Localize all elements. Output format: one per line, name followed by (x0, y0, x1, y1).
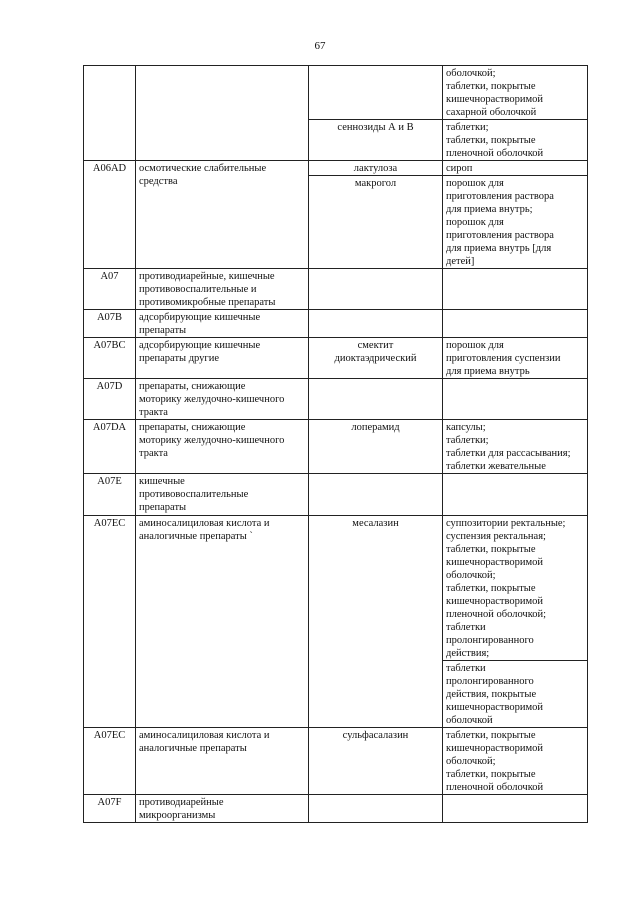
group-name-cell (136, 728, 309, 795)
atc-code-cell: A07E (84, 474, 136, 516)
cell-line: для приема внутрь; (446, 204, 533, 215)
atc-code-cell: A07B (84, 310, 136, 338)
cell-line: таблетки; (446, 435, 489, 446)
table-row (84, 66, 588, 120)
cell-line: действия, покрытые (446, 689, 537, 700)
drug-name-cell (309, 310, 443, 338)
cell-line: таблетки для рассасывания; (446, 448, 571, 459)
cell-line: сеннозиды А и В (337, 122, 414, 133)
cell-line: действия; (446, 648, 490, 659)
cell-line: пленочной оболочкой (446, 148, 544, 159)
atc-code-cell: A07EC (84, 516, 136, 728)
drug-name-cell (309, 176, 443, 269)
cell-line: аналогичные препараты (139, 743, 247, 754)
cell-line: макрогол (354, 178, 397, 189)
cell-line: препараты (139, 325, 187, 336)
drug-name-cell (309, 795, 443, 823)
group-name-cell (136, 338, 309, 379)
atc-code-cell: A07DA (84, 420, 136, 474)
table-row (84, 420, 588, 474)
group-name-cell (136, 474, 309, 516)
dosage-form-cell (443, 161, 588, 176)
dosage-form-cell (443, 269, 588, 310)
drug-name-cell (309, 269, 443, 310)
group-name-cell (136, 161, 309, 269)
cell-line: порошок для (446, 178, 504, 189)
cell-line: препараты (139, 502, 187, 513)
cell-line: аналогичные препараты ` (139, 531, 253, 542)
table-row (84, 338, 588, 379)
cell-line: сироп (446, 163, 473, 174)
cell-line: препараты другие (139, 353, 220, 364)
group-name-cell (136, 269, 309, 310)
cell-line: таблетки, покрытые (446, 135, 536, 146)
dosage-form-cell (443, 66, 588, 120)
cell-line: пленочной оболочкой (446, 782, 544, 793)
dosage-form-cell (443, 176, 588, 269)
cell-line: моторику желудочно-кишечного (139, 394, 285, 405)
group-name-cell (136, 795, 309, 823)
dosage-form-cell (443, 516, 588, 728)
dosage-form-cell (443, 795, 588, 823)
atc-code-cell: A07F (84, 795, 136, 823)
cell-line: суппозитории ректальные; (446, 518, 566, 529)
cell-line: аминосалициловая кислота и (139, 730, 270, 741)
cell-line: для приема внутрь (446, 366, 530, 377)
cell-line: пролонгированного (446, 676, 534, 687)
dosage-form-subcell (443, 660, 587, 727)
table-row (84, 728, 588, 795)
cell-line: моторику желудочно-кишечного (139, 435, 285, 446)
cell-line: таблетки (446, 622, 486, 633)
table-row (84, 474, 588, 516)
drug-name-cell (309, 66, 443, 120)
cell-line: кишечнорастворимой (446, 702, 544, 713)
group-name-cell (136, 66, 309, 161)
drug-name-cell (309, 474, 443, 516)
cell-line: для приема внутрь [для (446, 243, 552, 254)
cell-line: кишечнорастворимой (446, 94, 544, 105)
cell-line: оболочкой; (446, 756, 496, 767)
group-name-cell (136, 420, 309, 474)
cell-line: противодиарейные (139, 797, 224, 808)
cell-line: кишечнорастворимой (446, 596, 544, 607)
cell-line: порошок для (446, 340, 504, 351)
drug-name-cell (309, 516, 443, 728)
cell-line: противовоспалительные и (139, 284, 257, 295)
cell-line: приготовления суспензии (446, 353, 561, 364)
drug-name-cell (309, 728, 443, 795)
page-number: 67 (314, 40, 326, 52)
drug-table (83, 65, 588, 823)
cell-line: оболочкой; (446, 68, 496, 79)
dosage-form-cell (443, 379, 588, 420)
cell-line: лоперамид (351, 422, 400, 433)
cell-line: сахарной оболочкой (446, 107, 537, 118)
drug-name-cell (309, 161, 443, 176)
cell-line: пленочной оболочкой; (446, 609, 547, 620)
table-row (84, 310, 588, 338)
cell-line: таблетки жевательные (446, 461, 546, 472)
table-row (84, 269, 588, 310)
cell-line: таблетки, покрытые (446, 544, 536, 555)
group-name-cell (136, 310, 309, 338)
cell-line: осмотические слабительные (139, 163, 267, 174)
dosage-form-cell (443, 310, 588, 338)
cell-line: порошок для (446, 217, 504, 228)
cell-line: адсорбирующие кишечные (139, 340, 261, 351)
cell-line: кишечнорастворимой (446, 557, 544, 568)
atc-code-cell: A07 (84, 269, 136, 310)
drug-name-cell (309, 379, 443, 420)
cell-line: адсорбирующие кишечные (139, 312, 261, 323)
group-name-cell (136, 516, 309, 728)
group-name-cell (136, 379, 309, 420)
atc-code-cell: A07EC (84, 728, 136, 795)
cell-line: суспензия ректальная; (446, 531, 546, 542)
cell-line: противовоспалительные (139, 489, 249, 500)
drug-name-cell (309, 338, 443, 379)
cell-line: приготовления раствора (446, 230, 554, 241)
cell-line: кишечные (139, 476, 185, 487)
dosage-form-cell (443, 338, 588, 379)
cell-line: аминосалициловая кислота и (139, 518, 270, 529)
cell-line: средства (139, 176, 178, 187)
atc-code-cell: A07BC (84, 338, 136, 379)
cell-line: таблетки, покрытые (446, 81, 536, 92)
cell-line: сульфасалазин (342, 730, 409, 741)
dosage-form-cell (443, 120, 588, 161)
cell-line: диоктаэдрический (334, 353, 417, 364)
cell-line: кишечнорастворимой (446, 743, 544, 754)
cell-line: таблетки; (446, 122, 489, 133)
cell-line: лактулоза (353, 163, 398, 174)
drug-name-cell (309, 420, 443, 474)
cell-line: пролонгированного (446, 635, 534, 646)
cell-line: таблетки, покрытые (446, 769, 536, 780)
cell-line: противодиарейные, кишечные (139, 271, 275, 282)
dosage-form-cell (443, 728, 588, 795)
cell-line: тракта (139, 448, 168, 459)
table-row (84, 516, 588, 728)
cell-line: препараты, снижающие (139, 381, 246, 392)
atc-code-cell: A06AD (84, 161, 136, 269)
cell-line: капсулы; (446, 422, 486, 433)
cell-line: приготовления раствора (446, 191, 554, 202)
atc-code-cell: A07D (84, 379, 136, 420)
cell-line: детей] (446, 256, 475, 267)
cell-line: месалазин (352, 518, 399, 529)
cell-line: тракта (139, 407, 168, 418)
table-row (84, 161, 588, 176)
cell-line: таблетки, покрытые (446, 583, 536, 594)
cell-line: противомикробные препараты (139, 297, 276, 308)
cell-line: смектит (357, 340, 394, 351)
dosage-form-cell (443, 474, 588, 516)
dosage-form-cell (443, 420, 588, 474)
drug-name-cell (309, 120, 443, 161)
cell-line: микроорганизмы (139, 810, 216, 821)
cell-line: оболочкой; (446, 570, 496, 581)
table-row (84, 795, 588, 823)
atc-code-cell (84, 66, 136, 161)
cell-line: таблетки, покрытые (446, 730, 536, 741)
cell-line: препараты, снижающие (139, 422, 246, 433)
cell-line: таблетки (446, 663, 486, 674)
cell-line: оболочкой (446, 715, 493, 726)
table-row (84, 379, 588, 420)
